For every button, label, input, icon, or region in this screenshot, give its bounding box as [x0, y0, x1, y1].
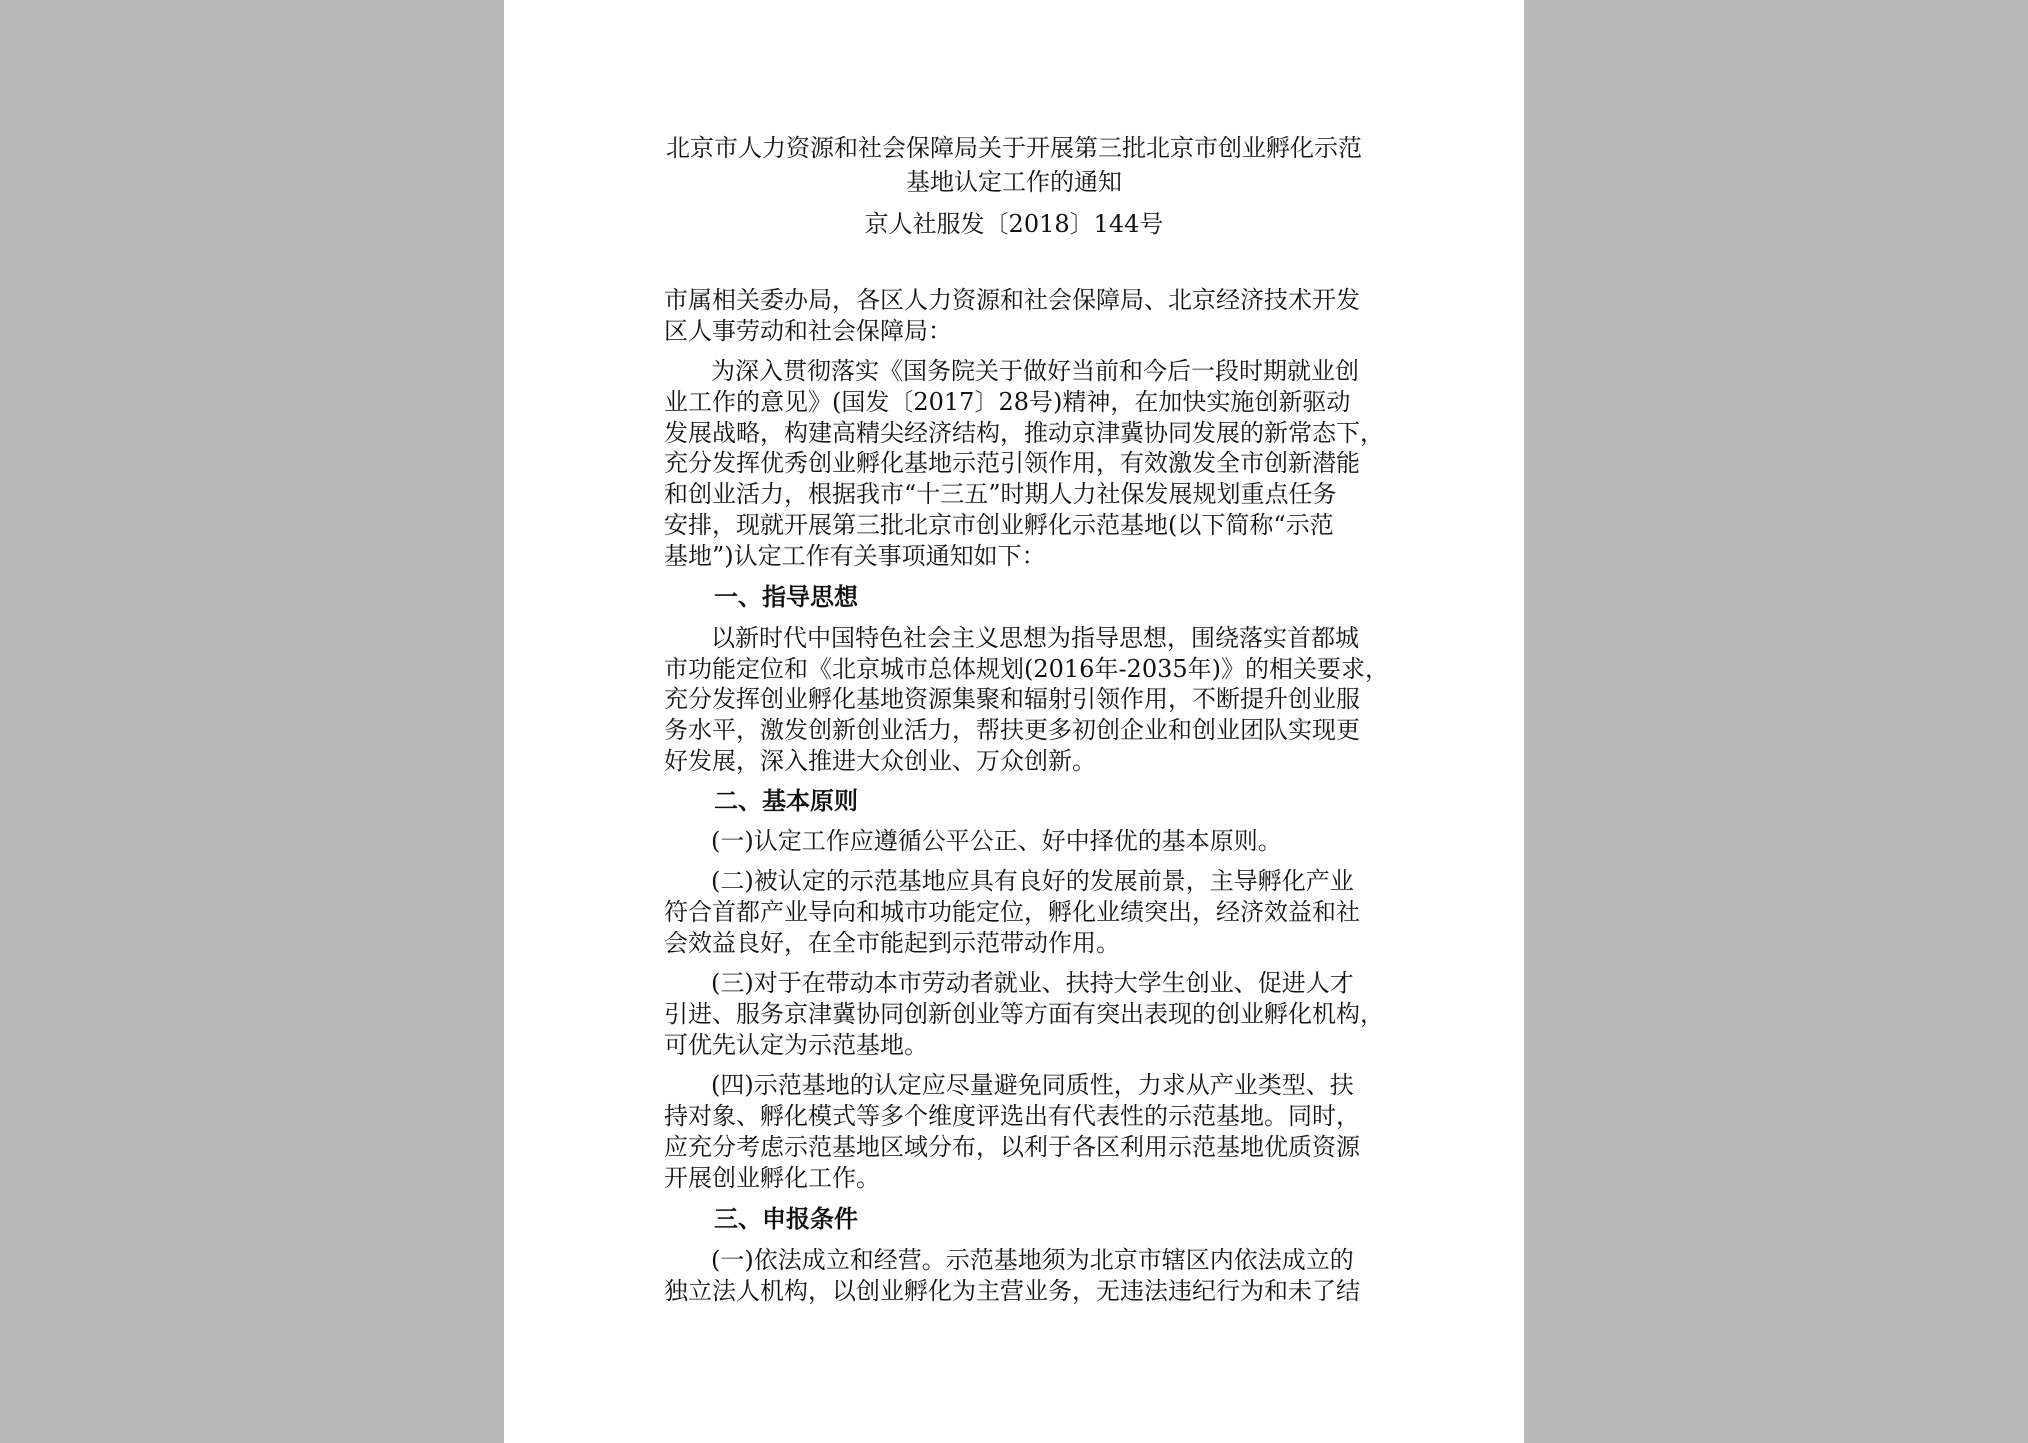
paragraph-line: (三)对于在带动本市劳动者就业、扶持大学生创业、促进人才	[711, 969, 1354, 997]
paragraph-line: 安排，现就开展第三批北京市创业孵化示范基地(以下简称“示范	[664, 511, 1334, 539]
document-title-line-2: 基地认定工作的通知	[906, 168, 1122, 196]
paragraph-line: 持对象、孵化模式等多个维度评选出有代表性的示范基地。同时，	[664, 1102, 1360, 1130]
paragraph-line: 和创业活力，根据我市“十三五”时期人力社保发展规划重点任务	[664, 480, 1337, 508]
paragraph-line: 可优先认定为示范基地。	[664, 1031, 928, 1059]
section-heading: 三、申报条件	[714, 1204, 858, 1233]
paragraph-line: 应充分考虑示范基地区域分布，以利于各区利用示范基地优质资源	[664, 1133, 1360, 1161]
paragraph-line: 务水平，激发创新创业活力，帮扶更多初创企业和创业团队实现更	[664, 716, 1360, 744]
paragraph-line: (一)认定工作应遵循公平公正、好中择优的基本原则。	[711, 827, 1282, 855]
document-page	[504, 0, 1524, 1443]
section-heading: 二、基本原则	[714, 786, 858, 815]
paragraph-line: (一)依法成立和经营。示范基地须为北京市辖区内依法成立的	[711, 1246, 1354, 1274]
paragraph-line: 引进、服务京津冀协同创新创业等方面有突出表现的创业孵化机构，	[664, 1000, 1384, 1028]
paragraph-line: 发展战略，构建高精尖经济结构，推动京津冀协同发展的新常态下，	[664, 419, 1384, 447]
paragraph-line: 基地”)认定工作有关事项通知如下：	[664, 542, 1046, 570]
paragraph-line: 业工作的意见》(国发〔2017〕28号)精神，在加快实施创新驱动	[664, 388, 1351, 416]
paragraph-line: (二)被认定的示范基地应具有良好的发展前景，主导孵化产业	[711, 867, 1354, 895]
paragraph-line: 独立法人机构，以创业孵化为主营业务，无违法违纪行为和未了结	[664, 1277, 1360, 1305]
document-title-line-1: 北京市人力资源和社会保障局关于开展第三批北京市创业孵化示范	[666, 134, 1362, 162]
paragraph-line: (四)示范基地的认定应尽量避免同质性，力求从产业类型、扶	[711, 1071, 1354, 1099]
document-number: 京人社服发〔2018〕144号	[864, 210, 1164, 238]
paragraph-line: 开展创业孵化工作。	[664, 1164, 880, 1192]
paragraph-line: 充分发挥优秀创业孵化基地示范引领作用，有效激发全市创新潜能	[664, 449, 1360, 477]
section-heading: 一、指导思想	[714, 582, 858, 611]
paragraph-line: 会效益良好，在全市能起到示范带动作用。	[664, 929, 1120, 957]
paragraph-line: 市功能定位和《北京城市总体规划(2016年-2035年)》的相关要求，	[664, 655, 1389, 683]
paragraph-line: 为深入贯彻落实《国务院关于做好当前和今后一段时期就业创	[711, 357, 1359, 385]
paragraph-line: 符合首都产业导向和城市功能定位，孵化业绩突出，经济效益和社	[664, 898, 1360, 926]
paragraph-line: 充分发挥创业孵化基地资源集聚和辐射引领作用，不断提升创业服	[664, 685, 1360, 713]
addressee-line: 区人事劳动和社会保障局：	[664, 317, 952, 345]
paragraph-line: 好发展，深入推进大众创业、万众创新。	[664, 747, 1096, 775]
addressee-line: 市属相关委办局，各区人力资源和社会保障局、北京经济技术开发	[664, 286, 1360, 314]
paragraph-line: 以新时代中国特色社会主义思想为指导思想，围绕落实首都城	[711, 624, 1359, 652]
